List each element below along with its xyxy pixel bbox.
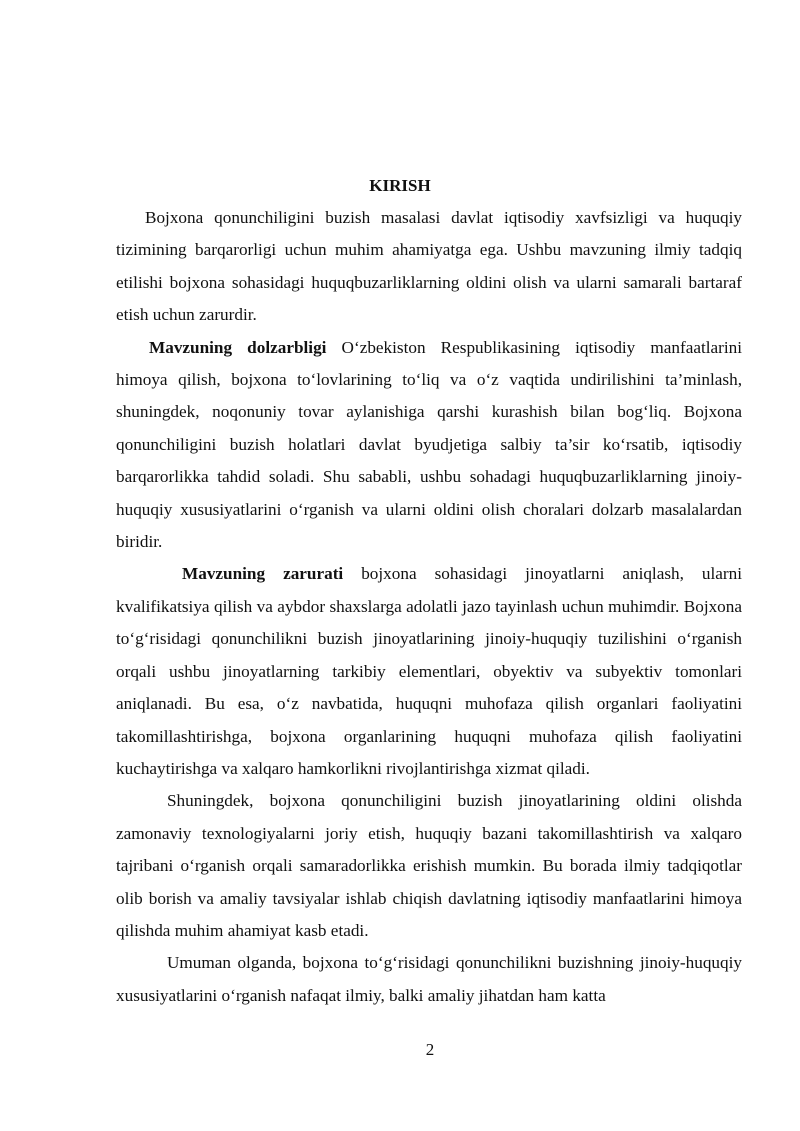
paragraph-text: bojxona sohasidagi jinoyatlarni aniqlash, ularni kvalifikatsiya qilish va aybdor shaxslarga adolatli jazo tayinlash uchun muhimdir. Bojxona to‘g‘risidagi qonunchilikni buzish jinoyatlarining jinoiy-huquqiy tuzilishini o‘rganish orqali ushbu jinoyatlarning tarkibiy elementlari, obyektiv va subyektiv tomonlari aniqlanadi. Bu esa, o‘z navbatida, huquqni muhofaza qilish organlari faoliyatini takomillashtirishga, bojxona organlarining huquqni muhofaza qilish faoliyatini kuchaytirishga va xalqaro hamkorlikni rivojlantirishga xizmat qiladi. xyxy=(116,564,742,778)
paragraph-text: Bojxona qonunchiligini buzish masalasi davlat iqtisodiy xavfsizligi va huquqiy tizimining barqarorligi uchun muhim ahamiyatga ega. Ushbu mavzuning ilmiy tadqiq etilishi bojxona sohasidagi huquqbuzarliklarning oldini olish va ularni samarali bartaraf etish uchun zarurdir. xyxy=(116,208,742,325)
paragraph-text: O‘zbekiston Respublikasining iqtisodiy manfaatlarini himoya qilish, bojxona to‘lovlarining to‘liq va o‘z vaqtida undirilishini ta’minlash, shuningdek, noqonuniy tovar aylanishiga qarshi kurashish bilan bog‘liq. Bojxona qonunchiligini buzish holatlari davlat byudjetiga salbiy ta’sir ko‘rsatib, iqtisodiy barqarorlikka tahdid soladi. Shu sababli, ushbu sohadagi huquqbuzarliklarning jinoiy-huquqiy xususiyatlarini o‘rganish va ularni oldini olish choralari dolzarb masalalardan biridir. xyxy=(116,337,742,552)
page-number-text: 2 xyxy=(425,1040,435,1059)
paragraph-conclusion xyxy=(116,947,742,1012)
section-heading xyxy=(0,174,800,198)
paragraph-relevance xyxy=(116,332,742,559)
paragraph-lead-necessity: Mavzuning zarurati xyxy=(182,564,344,584)
paragraph-text: Shuningdek, bojxona qonunchiligini buzish jinoyatlarining oldini olishda zamonaviy texnologiyalarni joriy etish, huquqiy bazani takomillashtirish va xalqaro tajribani o‘rganish orqali samaradorlikka erishish mumkin. Bu borada ilmiy tadqiqotlar olib borish va amaliy tavsiyalar ishlab chiqish davlatning iqtisodiy manfaatlarini himoya qilishda muhim ahamiyat kasb etadi. xyxy=(116,791,742,940)
body-text xyxy=(116,202,742,1012)
page-number xyxy=(0,1038,800,1062)
paragraph-text: Umuman olganda, bojxona to‘g‘risidagi qonunchilikni buzishning jinoiy-huquqiy xususiyatlarini o‘rganish nafaqat ilmiy, balki amaliy jihatdan ham katta xyxy=(116,953,742,1005)
paragraph-introduction xyxy=(116,202,742,332)
paragraph-lead-relevance: Mavzuning dolzarbligi xyxy=(149,337,327,357)
paragraph-technologies xyxy=(116,785,742,947)
heading-text: KIRISH xyxy=(369,176,431,195)
paragraph-necessity xyxy=(116,558,742,785)
